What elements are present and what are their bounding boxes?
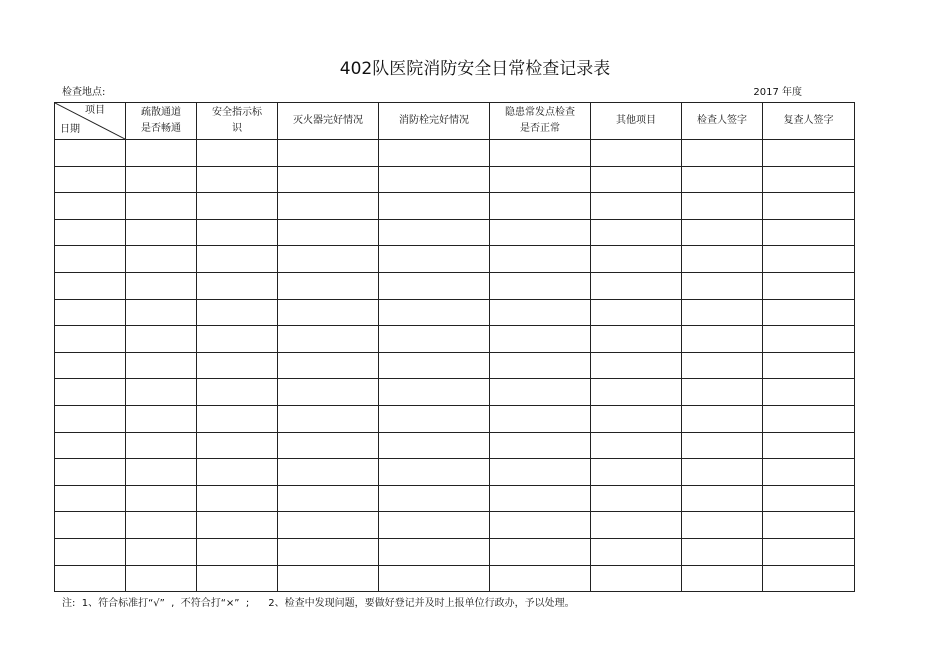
meta-row <box>62 86 802 100</box>
table-cell[interactable] <box>490 352 591 379</box>
table-row <box>55 140 855 167</box>
table-cell[interactable] <box>278 140 379 167</box>
table-cell[interactable] <box>55 512 126 539</box>
header-safety-sign: 安全指示标 识 <box>197 103 278 140</box>
table-cell[interactable] <box>591 405 682 432</box>
table-cell[interactable] <box>763 565 855 592</box>
table-cell[interactable] <box>126 405 197 432</box>
table-cell[interactable] <box>490 246 591 273</box>
table-cell[interactable] <box>278 485 379 512</box>
table-cell[interactable] <box>55 272 126 299</box>
table-cell[interactable] <box>197 565 278 592</box>
table-cell[interactable] <box>591 538 682 565</box>
table-cell[interactable] <box>682 140 763 167</box>
table-cell[interactable] <box>490 193 591 220</box>
table-cell[interactable] <box>55 246 126 273</box>
table-cell[interactable] <box>490 565 591 592</box>
table-cell[interactable] <box>682 193 763 220</box>
table-cell[interactable] <box>197 405 278 432</box>
table-cell[interactable] <box>490 272 591 299</box>
table-cell[interactable] <box>126 219 197 246</box>
table-row <box>55 485 855 512</box>
footnote: 注: 1、符合标准打“√” , 不符合打“×” ; 2、检查中发现问题，要做好登记并及时上报单位行政办，予以处理。 <box>62 598 575 609</box>
table-cell[interactable] <box>197 193 278 220</box>
table-cell[interactable] <box>278 379 379 406</box>
table-cell[interactable] <box>591 352 682 379</box>
table-cell[interactable] <box>55 352 126 379</box>
table-cell[interactable] <box>278 405 379 432</box>
table-cell[interactable] <box>55 219 126 246</box>
table-cell[interactable] <box>55 140 126 167</box>
table-cell[interactable] <box>126 166 197 193</box>
table-cell[interactable] <box>682 299 763 326</box>
table-cell[interactable] <box>379 538 490 565</box>
table-cell[interactable] <box>55 166 126 193</box>
table-cell[interactable] <box>682 565 763 592</box>
header-date-label: 日期 <box>60 124 80 135</box>
table-row <box>55 432 855 459</box>
table-cell[interactable] <box>278 166 379 193</box>
table-cell[interactable] <box>763 193 855 220</box>
table-cell[interactable] <box>682 352 763 379</box>
table-cell[interactable] <box>197 459 278 486</box>
table-cell[interactable] <box>763 485 855 512</box>
table-cell[interactable] <box>278 565 379 592</box>
table-cell[interactable] <box>763 538 855 565</box>
table-cell[interactable] <box>763 166 855 193</box>
table-cell[interactable] <box>682 326 763 353</box>
table-cell[interactable] <box>490 538 591 565</box>
table-cell[interactable] <box>490 485 591 512</box>
table-cell[interactable] <box>763 326 855 353</box>
table-cell[interactable] <box>591 166 682 193</box>
table-cell[interactable] <box>126 140 197 167</box>
table-cell[interactable] <box>55 326 126 353</box>
table-cell[interactable] <box>379 246 490 273</box>
table-cell[interactable] <box>126 485 197 512</box>
table-cell[interactable] <box>55 193 126 220</box>
table-cell[interactable] <box>55 405 126 432</box>
table-row <box>55 379 855 406</box>
table-cell[interactable] <box>682 379 763 406</box>
table-cell[interactable] <box>682 538 763 565</box>
table-cell[interactable] <box>763 219 855 246</box>
table-row <box>55 166 855 193</box>
table-cell[interactable] <box>126 379 197 406</box>
table-row <box>55 459 855 486</box>
table-cell[interactable] <box>379 219 490 246</box>
table-row <box>55 565 855 592</box>
table-cell[interactable] <box>278 538 379 565</box>
table-cell[interactable] <box>278 219 379 246</box>
table-cell[interactable] <box>490 459 591 486</box>
document-title: 402队医院消防安全日常检查记录表 <box>339 59 611 79</box>
table-cell[interactable] <box>278 512 379 539</box>
table-cell[interactable] <box>197 299 278 326</box>
table-cell[interactable] <box>763 432 855 459</box>
table-cell[interactable] <box>591 432 682 459</box>
table-cell[interactable] <box>682 246 763 273</box>
table-cell[interactable] <box>682 432 763 459</box>
table-cell[interactable] <box>763 379 855 406</box>
diagonal-header-cell <box>55 103 126 140</box>
table-row <box>55 299 855 326</box>
table-row <box>55 272 855 299</box>
header-other-items: 其他项目 <box>591 103 682 140</box>
table-cell[interactable] <box>682 459 763 486</box>
table-cell[interactable] <box>278 432 379 459</box>
header-row <box>55 103 855 140</box>
table-cell[interactable] <box>682 512 763 539</box>
table-cell[interactable] <box>126 193 197 220</box>
table-cell[interactable] <box>379 405 490 432</box>
table-cell[interactable] <box>55 432 126 459</box>
table-cell[interactable] <box>379 272 490 299</box>
table-cell[interactable] <box>379 326 490 353</box>
table-cell[interactable] <box>591 219 682 246</box>
table-cell[interactable] <box>278 272 379 299</box>
table-cell[interactable] <box>126 352 197 379</box>
table-body <box>55 140 855 592</box>
table-cell[interactable] <box>591 193 682 220</box>
table-cell[interactable] <box>763 140 855 167</box>
table-cell[interactable] <box>490 379 591 406</box>
table-row <box>55 193 855 220</box>
table-cell[interactable] <box>197 140 278 167</box>
table-cell[interactable] <box>379 485 490 512</box>
table-cell[interactable] <box>55 565 126 592</box>
table-cell[interactable] <box>379 512 490 539</box>
table-cell[interactable] <box>490 140 591 167</box>
table-cell[interactable] <box>126 299 197 326</box>
table-cell[interactable] <box>490 405 591 432</box>
table-cell[interactable] <box>55 538 126 565</box>
table-cell[interactable] <box>278 326 379 353</box>
table-cell[interactable] <box>197 219 278 246</box>
table-cell[interactable] <box>591 485 682 512</box>
table-cell[interactable] <box>682 272 763 299</box>
table-cell[interactable] <box>126 565 197 592</box>
table-cell[interactable] <box>682 405 763 432</box>
table-cell[interactable] <box>126 512 197 539</box>
table-cell[interactable] <box>197 538 278 565</box>
table-cell[interactable] <box>379 299 490 326</box>
table-cell[interactable] <box>379 140 490 167</box>
table-cell[interactable] <box>126 326 197 353</box>
table-cell[interactable] <box>278 193 379 220</box>
table-cell[interactable] <box>55 299 126 326</box>
table-cell[interactable] <box>197 432 278 459</box>
table-cell[interactable] <box>126 459 197 486</box>
table-cell[interactable] <box>379 565 490 592</box>
table-cell[interactable] <box>55 459 126 486</box>
table-cell[interactable] <box>763 405 855 432</box>
table-cell[interactable] <box>126 538 197 565</box>
table-cell[interactable] <box>591 326 682 353</box>
table-cell[interactable] <box>197 352 278 379</box>
table-cell[interactable] <box>591 512 682 539</box>
table-cell[interactable] <box>763 272 855 299</box>
year-label: 2017 年度 <box>753 87 802 98</box>
table-cell[interactable] <box>591 459 682 486</box>
table-cell[interactable] <box>490 512 591 539</box>
table-cell[interactable] <box>763 246 855 273</box>
table-row <box>55 246 855 273</box>
table-cell[interactable] <box>763 459 855 486</box>
table-cell[interactable] <box>490 432 591 459</box>
table-cell[interactable] <box>126 246 197 273</box>
table-cell[interactable] <box>55 485 126 512</box>
header-inspector-signature: 检查人签字 <box>682 103 763 140</box>
table-cell[interactable] <box>591 140 682 167</box>
table-cell[interactable] <box>490 166 591 193</box>
table-cell[interactable] <box>490 326 591 353</box>
inspection-location-label: 检查地点: <box>62 87 106 98</box>
header-hydrant: 消防栓完好情况 <box>379 103 490 140</box>
table-row <box>55 405 855 432</box>
table-cell[interactable] <box>682 219 763 246</box>
table-row <box>55 538 855 565</box>
header-hazard-points: 隐患常发点检查 是否正常 <box>490 103 591 140</box>
inspection-record-table <box>54 102 855 592</box>
table-cell[interactable] <box>763 352 855 379</box>
table-cell[interactable] <box>278 246 379 273</box>
table-cell[interactable] <box>379 193 490 220</box>
table-cell[interactable] <box>763 299 855 326</box>
table-cell[interactable] <box>490 219 591 246</box>
table-cell[interactable] <box>197 485 278 512</box>
header-item-label: 项目 <box>85 105 105 116</box>
table-cell[interactable] <box>197 246 278 273</box>
table-cell[interactable] <box>197 512 278 539</box>
table-cell[interactable] <box>126 272 197 299</box>
header-reviewer-signature: 复查人签字 <box>763 103 855 140</box>
table-row <box>55 352 855 379</box>
table-cell[interactable] <box>763 512 855 539</box>
table-cell[interactable] <box>379 379 490 406</box>
table-cell[interactable] <box>490 299 591 326</box>
table-cell[interactable] <box>591 272 682 299</box>
table-cell[interactable] <box>379 166 490 193</box>
table-cell[interactable] <box>197 166 278 193</box>
table-cell[interactable] <box>682 485 763 512</box>
table-cell[interactable] <box>379 352 490 379</box>
table-row <box>55 326 855 353</box>
table-cell[interactable] <box>591 246 682 273</box>
table-cell[interactable] <box>278 299 379 326</box>
table-cell[interactable] <box>379 432 490 459</box>
table-row <box>55 512 855 539</box>
table-cell[interactable] <box>591 379 682 406</box>
header-evacuation-route: 疏散通道 是否畅通 <box>126 103 197 140</box>
table-cell[interactable] <box>591 299 682 326</box>
table-cell[interactable] <box>682 166 763 193</box>
table-cell[interactable] <box>55 379 126 406</box>
table-cell[interactable] <box>197 326 278 353</box>
header-extinguisher: 灭火器完好情况 <box>278 103 379 140</box>
table-cell[interactable] <box>379 459 490 486</box>
table-cell[interactable] <box>278 459 379 486</box>
table-cell[interactable] <box>197 379 278 406</box>
table-cell[interactable] <box>278 352 379 379</box>
table-cell[interactable] <box>197 272 278 299</box>
table-cell[interactable] <box>591 565 682 592</box>
table-row <box>55 219 855 246</box>
table-cell[interactable] <box>126 432 197 459</box>
